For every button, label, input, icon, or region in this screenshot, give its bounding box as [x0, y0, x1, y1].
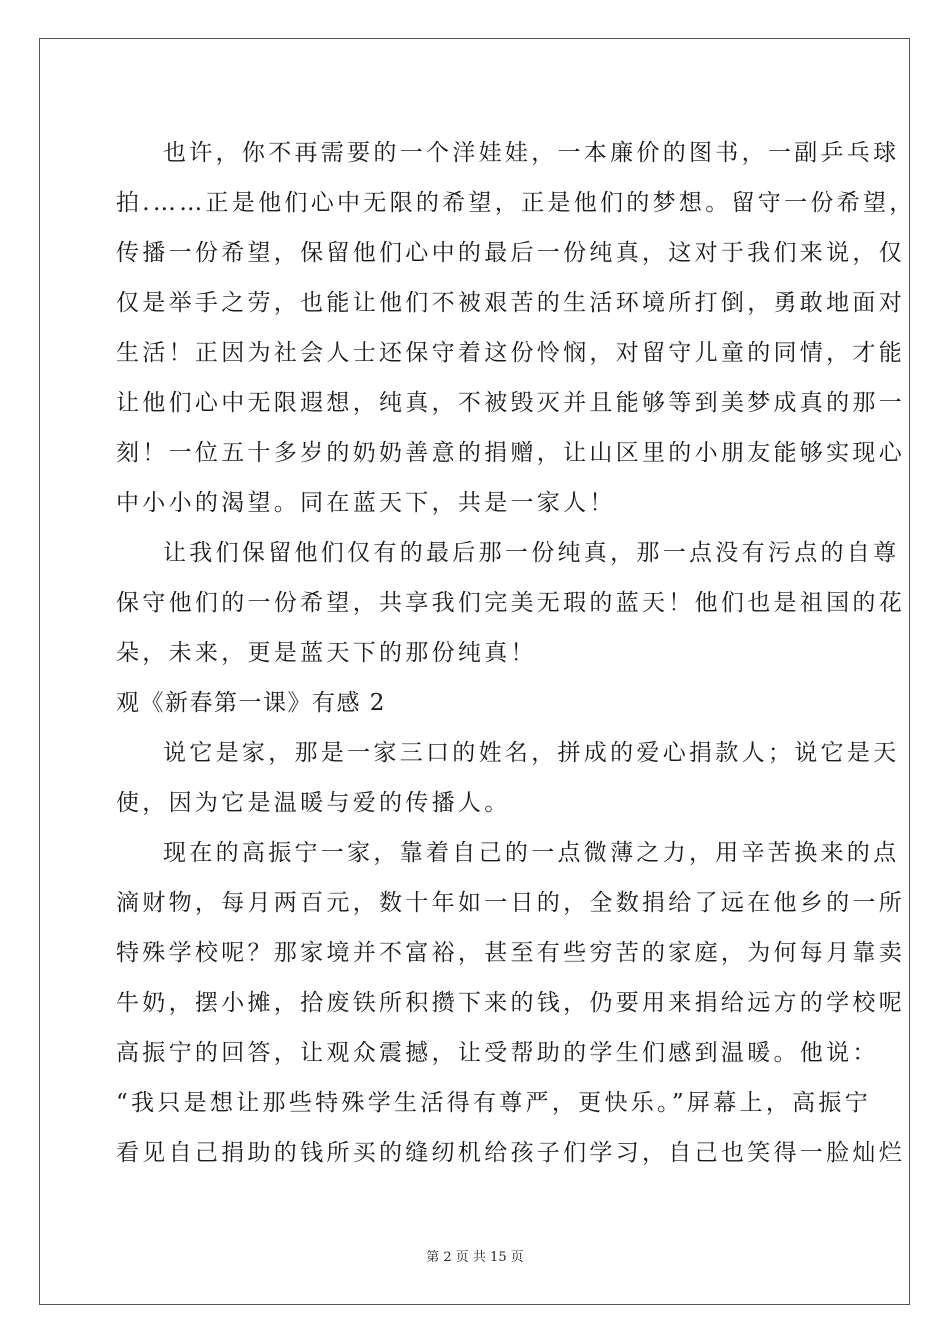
text-line: 仅是举手之劳，也能让他们不被艰苦的生活环境所打倒，勇敢地面对: [116, 290, 905, 316]
text-line: 使，因为它是温暖与爱的传播人。: [116, 790, 511, 816]
text-line: 特殊学校呢？那家境并不富裕，甚至有些穷苦的家庭，为何每月靠卖: [116, 940, 905, 966]
text-line: 说它是家，那是一家三口的姓名，拼成的爱心捐款人；说它是天: [163, 740, 900, 766]
text-line: 滴财物，每月两百元，数十年如一日的，全数捐给了远在他乡的一所: [116, 890, 905, 916]
text-line: 让我们保留他们仅有的最后那一份纯真，那一点没有污点的自尊: [163, 540, 900, 566]
text-line: 朵，未来，更是蓝天下的那份纯真！: [116, 640, 537, 666]
page-number-footer: 第 2 页 共 15 页: [426, 1250, 524, 1265]
text-line: 传播一份希望，保留他们心中的最后一份纯真，这对于我们来说，仅: [116, 240, 905, 266]
text-line: 让他们心中无限遐想，纯真，不被毁灭并且能够等到美梦成真的那一: [116, 390, 905, 416]
text-line: 看见自己捐助的钱所买的缝纫机给孩子们学习，自己也笑得一脸灿烂: [116, 1140, 905, 1166]
text-line: 中小小的渴望。同在蓝天下，共是一家人！: [116, 490, 616, 516]
document-body: [116, 128, 916, 1178]
text-line: 牛奶，摆小摊，拾废铁所积攒下来的钱，仍要用来捐给远方的学校呢: [116, 990, 905, 1016]
text-line: 高振宁的回答，让观众震撼，让受帮助的学生们感到温暖。他说：: [116, 1040, 879, 1066]
text-line: 拍.……正是他们心中无限的希望，正是他们的梦想。留守一份希望，: [116, 190, 916, 216]
text-line: 也许，你不再需要的一个洋娃娃，一本廉价的图书，一副乒乓球: [163, 140, 900, 166]
text-line: 生活！正因为社会人士还保守着这份怜悯，对留守儿童的同情，才能: [116, 340, 905, 366]
section-title: 观《新春第一课》有感 2: [116, 690, 386, 716]
text-line: “我只是想让那些特殊学生活得有尊严，更快乐。”屏幕上，高振宁: [116, 1090, 872, 1116]
text-line: 刻！一位五十多岁的奶奶善意的捐赠，让山区里的小朋友能够实现心: [116, 440, 905, 466]
text-line: 保守他们的一份希望，共享我们完美无瑕的蓝天！他们也是祖国的花: [116, 590, 905, 616]
text-line: 现在的高振宁一家，靠着自己的一点微薄之力，用辛苦换来的点: [163, 840, 900, 866]
